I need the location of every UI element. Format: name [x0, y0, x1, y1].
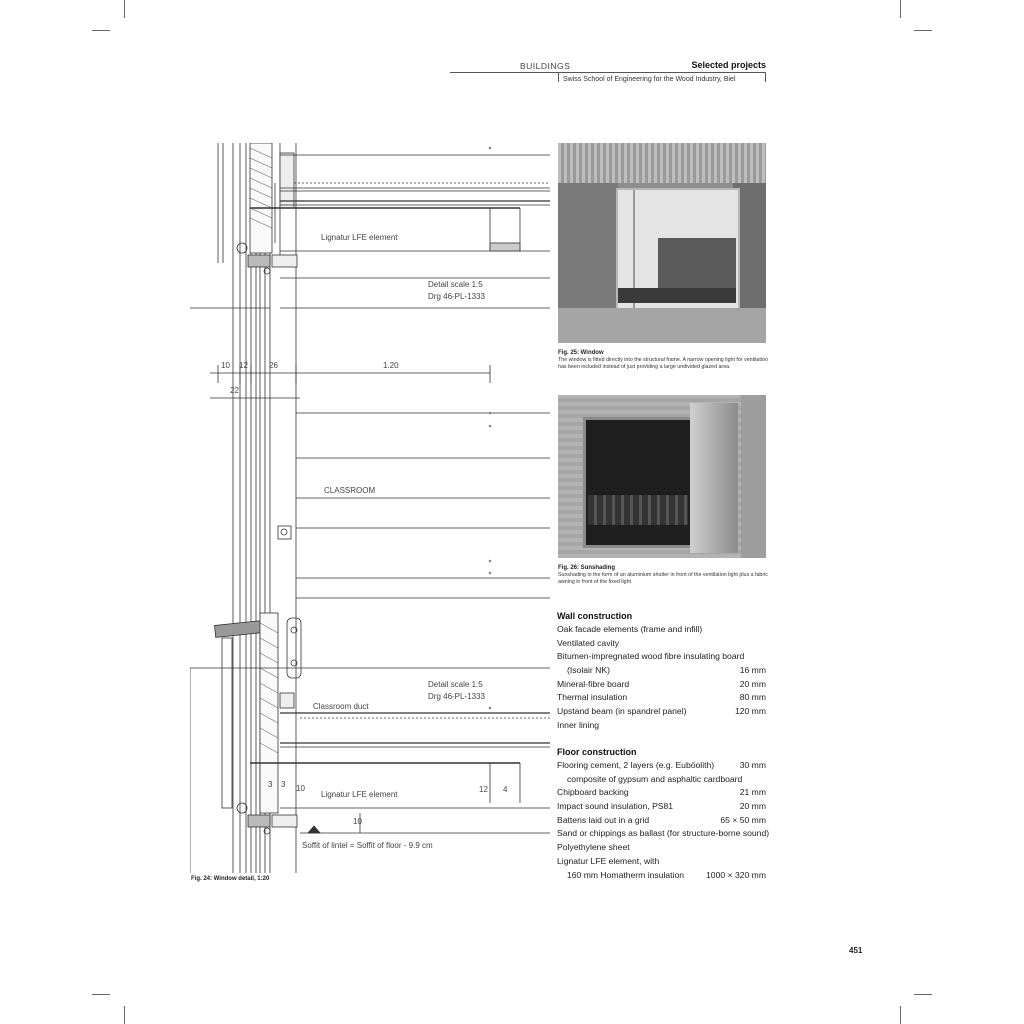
wall-row — [557, 637, 766, 651]
wall-layer-label: Oak facade elements (frame and infill) — [557, 624, 703, 634]
floor-row — [557, 759, 766, 773]
floor-layer-label: Battens laid out in a grid — [557, 814, 650, 825]
header-rule — [450, 72, 766, 73]
label-drg-2: Drg 46-PL-1333 — [428, 692, 485, 701]
crop-mark — [124, 0, 125, 18]
wall-layer-value: 16 mm — [739, 665, 766, 676]
label-soffit: Soffit of lintel = Soffit of floor - 9.9 cm — [302, 841, 433, 850]
wall-construction-heading: Wall construction — [557, 611, 633, 621]
dim-3-b: 3 — [281, 780, 286, 789]
header-category: BUILDINGS — [520, 61, 571, 71]
page-number: 451 — [849, 946, 863, 955]
wall-construction — [557, 609, 766, 733]
dim-10-vertical: 10 — [353, 817, 362, 826]
wall-layer-label: Mineral-fibre board — [557, 678, 630, 689]
wall-layer-value: 20 mm — [739, 678, 766, 689]
crop-mark — [900, 1006, 901, 1024]
fig-25-window-photo — [558, 143, 766, 343]
floor-layer-label: Chipboard backing — [557, 787, 629, 798]
floor-row — [557, 869, 766, 883]
fig-26-sunshading-photo — [558, 395, 766, 558]
label-drg-1: Drg 46-PL-1333 — [428, 292, 485, 301]
floor-layer-label: 160 mm Homatherm insulation — [567, 869, 685, 880]
wall-row — [557, 664, 766, 678]
label-detail-scale-1: Detail scale 1:5 — [428, 280, 483, 289]
section-drawing-svg — [190, 143, 550, 873]
floor-construction — [557, 745, 770, 882]
fig-25-title: Fig. 25: Window — [558, 350, 604, 356]
dim-3-a: 3 — [268, 780, 273, 789]
floor-row — [557, 841, 766, 855]
floor-layer-value: 1000 × 320 mm — [706, 869, 766, 880]
wall-layer-label: Upstand beam (in spandrel panel) — [557, 706, 687, 717]
header-tick — [765, 72, 766, 82]
wall-row — [557, 719, 766, 733]
header-subtitle: Swiss School of Engineering for the Wood Industry, Biel — [563, 76, 736, 83]
floor-layer-value: 20 mm — [739, 801, 766, 812]
wall-row — [557, 691, 766, 705]
wall-layer-label: Ventilated cavity — [557, 637, 620, 648]
crop-mark — [914, 30, 932, 31]
label-classroom-duct: Classroom duct — [313, 702, 369, 711]
crop-mark — [914, 994, 932, 995]
wall-layer-label: Inner lining — [557, 719, 600, 730]
wall-row — [557, 678, 766, 692]
header-section: Selected projects — [691, 60, 766, 70]
floor-construction-heading: Floor construction — [557, 747, 637, 757]
floor-layer-label: Impact sound insulation, PS81 — [557, 801, 674, 812]
fig-26-title: Fig. 26: Sunshading — [558, 565, 616, 571]
fig-24-caption: Fig. 24: Window detail, 1:20 — [191, 876, 270, 882]
wall-row — [557, 705, 766, 719]
floor-layer-label: composite of gypsum and asphaltic cardboard — [567, 773, 743, 784]
dim-120: 1.20 — [383, 361, 399, 370]
crop-mark — [92, 994, 110, 995]
floor-row — [557, 814, 766, 828]
wall-layer-label: Bitumen-impregnated wood fibre insulating board — [557, 651, 745, 662]
floor-row — [557, 786, 766, 800]
fig-26-text: Sunshading in the form of an aluminium shutter in front of the ventilation light plus a fabric awning in front of the fixed light — [558, 572, 768, 585]
floor-layer-label: Flooring cement, 2 layers (e.g. Euböolith) — [557, 760, 715, 770]
crop-mark — [92, 30, 110, 31]
wall-row — [557, 623, 766, 637]
wall-layer-label: (Isolair NK) — [567, 665, 610, 676]
floor-row — [557, 827, 770, 841]
crop-mark — [124, 1006, 125, 1024]
label-detail-scale-2: Detail scale 1:5 — [428, 680, 483, 689]
floor-layer-label: Lignatur LFE element, with — [557, 855, 660, 866]
floor-layer-value: 21 mm — [739, 787, 766, 798]
dim-26: 26 — [269, 361, 278, 370]
dim-12-bottom: 12 — [479, 785, 488, 794]
wall-layer-value: 120 mm — [734, 706, 766, 717]
dim-12: 12 — [239, 361, 248, 370]
dim-10-side: 10 — [296, 784, 305, 793]
label-classroom: CLASSROOM — [324, 486, 376, 495]
wall-layer-value: 80 mm — [739, 692, 766, 703]
floor-layer-value: 65 × 50 mm — [720, 814, 766, 825]
header-tick — [558, 72, 559, 82]
label-lignatur-top: Lignatur LFE element — [321, 233, 398, 242]
floor-layer-value: 30 mm — [739, 760, 766, 770]
wall-construction-rows — [557, 623, 766, 733]
fig-25-text: The window is fitted directly into the structural frame. A narrow opening light for ventilation has been included instead of just providing a large undivided glazed area. — [558, 357, 768, 370]
floor-row — [557, 773, 766, 787]
dim-22: 22 — [230, 386, 239, 395]
floor-layer-label: Sand or chippings as ballast (for structure-borne sound) — [557, 828, 770, 839]
floor-construction-rows — [557, 759, 770, 882]
floor-row — [557, 855, 766, 869]
dim-10: 10 — [221, 361, 230, 370]
window-detail-drawing — [190, 143, 550, 873]
wall-layer-label: Thermal insulation — [557, 692, 628, 703]
dim-4: 4 — [503, 785, 508, 794]
floor-layer-label: Polyethylene sheet — [557, 842, 630, 853]
floor-row — [557, 800, 766, 814]
label-lignatur-bottom: Lignatur LFE element — [321, 790, 398, 799]
crop-mark — [900, 0, 901, 18]
wall-row — [557, 650, 766, 664]
